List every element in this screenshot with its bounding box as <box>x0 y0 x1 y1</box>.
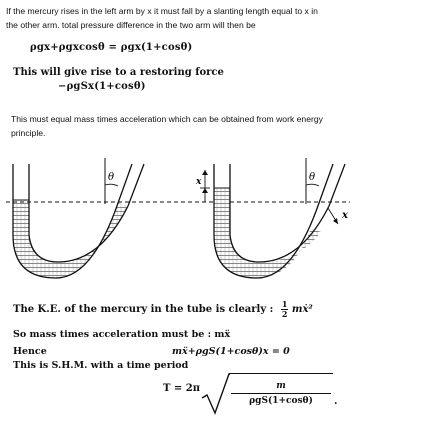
ke-text: The K.E. of the mercury in the tube is clearly : <box>13 304 274 315</box>
ke-line <box>13 300 313 319</box>
right-u-tube <box>200 158 345 278</box>
theta-right: θ <box>309 172 316 183</box>
ke-fraction <box>281 300 289 319</box>
restoring-force-text: This will give rise to a restoring force <box>13 67 224 78</box>
period-end: . <box>334 396 338 407</box>
x-left-label: x <box>196 177 202 187</box>
intro-line-1: If the mercury rises in the left arm by x it must fall by a slanting length equal to x in <box>6 6 318 16</box>
intro-line-2: the other arm. total pressure difference in the two arm will then be <box>6 20 256 30</box>
ke-frac-den: 2 <box>281 309 288 319</box>
period-numerator: m <box>276 381 286 391</box>
sqrt-bar <box>229 373 333 374</box>
period-fraction-bar <box>231 393 331 394</box>
ke-frac-num: 1 <box>281 299 288 309</box>
left-u-tube <box>13 158 144 278</box>
theta-left: θ <box>108 172 115 183</box>
sqrt-sign <box>201 372 231 416</box>
mass-line-2: principle. <box>11 128 46 138</box>
ke-tail: mẋ² <box>291 304 313 315</box>
x-right-label: x <box>342 210 348 221</box>
pressure-equation: ρgx+ρgxcosθ = ρgx(1+cosθ) <box>30 42 193 53</box>
period-lhs: T = 2π <box>163 383 201 394</box>
mass-line-1: This must equal mass times acceleration which can be obtained from work energy <box>11 114 323 124</box>
u-tube-diagram <box>0 150 421 290</box>
hence-label: Hence <box>13 346 47 357</box>
accel-line: So mass times acceleration must be : mẍ <box>13 329 231 340</box>
shm-line: This is S.H.M. with a time period <box>13 360 189 371</box>
period-denominator: ρgS(1+cosθ) <box>249 396 313 406</box>
hence-equation: mẍ+ρgS(1+cosθ)x = 0 <box>172 346 290 357</box>
force-equation: −ρgSx(1+cosθ) <box>58 81 146 92</box>
